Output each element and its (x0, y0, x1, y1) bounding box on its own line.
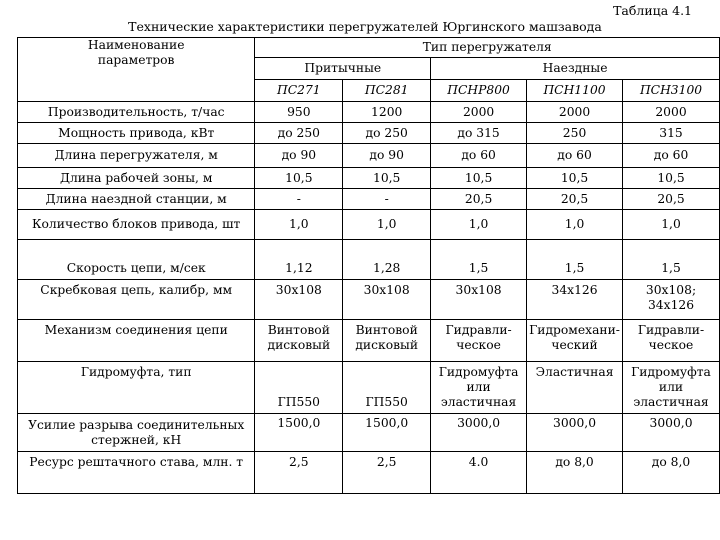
cell: 3000,0 (527, 414, 623, 452)
table-title: Технические характеристики перегружателей Юргинского машзавода (128, 19, 602, 34)
cell: 30х108 (431, 280, 527, 320)
cell: 30х108 (343, 280, 431, 320)
table-row (18, 189, 720, 210)
cell: 3000,0 (431, 414, 527, 452)
table-row (18, 123, 720, 144)
cell: 10,5 (343, 168, 431, 189)
cell: Винтовой дисковый (255, 320, 343, 362)
table-row (18, 362, 720, 414)
cell: 1,0 (255, 210, 343, 240)
cell: 315 (623, 123, 720, 144)
cell: 10,5 (527, 168, 623, 189)
cell: 1,5 (431, 240, 527, 280)
table-row (18, 414, 720, 452)
cell: 1200 (343, 102, 431, 123)
cell: до 60 (431, 144, 527, 168)
cell: 10,5 (255, 168, 343, 189)
row-param: Усилие разрыва соединительных стержней, кН (18, 414, 255, 452)
table-row (18, 144, 720, 168)
param-header-line-2: параметров (97, 53, 175, 67)
header-row-1 (18, 38, 720, 58)
cell: 2000 (527, 102, 623, 123)
cell: 2,5 (343, 452, 431, 494)
row-param: Механизм соединения цепи (18, 320, 255, 362)
cell: 3000,0 (623, 414, 720, 452)
type-group-header: Тип перегружателя (255, 38, 720, 58)
cell: Гидромуфта или эластичная (431, 362, 527, 414)
cell: Гидравли-ческое (623, 320, 720, 362)
cell: - (343, 189, 431, 210)
table-row (18, 168, 720, 189)
cell: 20,5 (431, 189, 527, 210)
cell: 1,0 (431, 210, 527, 240)
model-header: ПС281 (343, 80, 431, 102)
row-param: Длина перегружателя, м (18, 144, 255, 168)
cell: 1,12 (255, 240, 343, 280)
cell: до 60 (623, 144, 720, 168)
cell: 4.0 (431, 452, 527, 494)
cell: до 8,0 (623, 452, 720, 494)
cell: Винтовой дисковый (343, 320, 431, 362)
cell: Гидромехани-ческий (527, 320, 623, 362)
cell: 1,5 (623, 240, 720, 280)
cell: 1500,0 (255, 414, 343, 452)
row-param: Длина наездной станции, м (18, 189, 255, 210)
cell: - (255, 189, 343, 210)
cell: 30х108 (255, 280, 343, 320)
cell: 250 (527, 123, 623, 144)
table-row (18, 240, 720, 280)
cell: 2000 (623, 102, 720, 123)
table-row (18, 210, 720, 240)
row-param: Ресурс рештачного става, млн. т (18, 452, 255, 494)
table-row (18, 102, 720, 123)
model-header: ПС271 (255, 80, 343, 102)
spec-table (17, 37, 720, 494)
model-header: ПСН1100 (527, 80, 623, 102)
cell: 20,5 (527, 189, 623, 210)
row-param: Длина рабочей зоны, м (18, 168, 255, 189)
row-param: Скребковая цепь, калибр, мм (18, 280, 255, 320)
cell: 34х126 (527, 280, 623, 320)
cell: Гидравли-ческое (431, 320, 527, 362)
cell: ГП550 (255, 362, 343, 414)
cell: 10,5 (623, 168, 720, 189)
table-row (18, 452, 720, 494)
cell: 30х108; 34х126 (623, 280, 720, 320)
param-header-line-1: Наименование (87, 38, 185, 52)
cell: 20,5 (623, 189, 720, 210)
cell: 1,0 (623, 210, 720, 240)
cell: 10,5 (431, 168, 527, 189)
naezd-header: Наездные (431, 58, 720, 80)
cell: 1,0 (527, 210, 623, 240)
cell: до 8,0 (527, 452, 623, 494)
cell: 2,5 (255, 452, 343, 494)
table-number: Таблица 4.1 (613, 3, 692, 18)
cell: 1,0 (343, 210, 431, 240)
cell: 1,5 (527, 240, 623, 280)
cell: Гидромуфта или эластичная (623, 362, 720, 414)
cell: 1500,0 (343, 414, 431, 452)
param-column-header (18, 38, 255, 102)
row-param: Производительность, т/час (18, 102, 255, 123)
cell: до 90 (343, 144, 431, 168)
row-param: Скорость цепи, м/сек (18, 240, 255, 280)
row-param: Гидромуфта, тип (18, 362, 255, 414)
cell: до 250 (343, 123, 431, 144)
cell: до 250 (255, 123, 343, 144)
cell: Эластичная (527, 362, 623, 414)
cell: до 315 (431, 123, 527, 144)
cell: до 60 (527, 144, 623, 168)
table-row (18, 280, 720, 320)
table-row (18, 320, 720, 362)
cell: ГП550 (343, 362, 431, 414)
cell: 950 (255, 102, 343, 123)
prityc-header: Притычные (255, 58, 431, 80)
model-header: ПСН3100 (623, 80, 720, 102)
row-param: Мощность привода, кВт (18, 123, 255, 144)
row-param: Количество блоков привода, шт (18, 210, 255, 240)
model-header: ПСНР800 (431, 80, 527, 102)
cell: до 90 (255, 144, 343, 168)
cell: 2000 (431, 102, 527, 123)
cell: 1,28 (343, 240, 431, 280)
